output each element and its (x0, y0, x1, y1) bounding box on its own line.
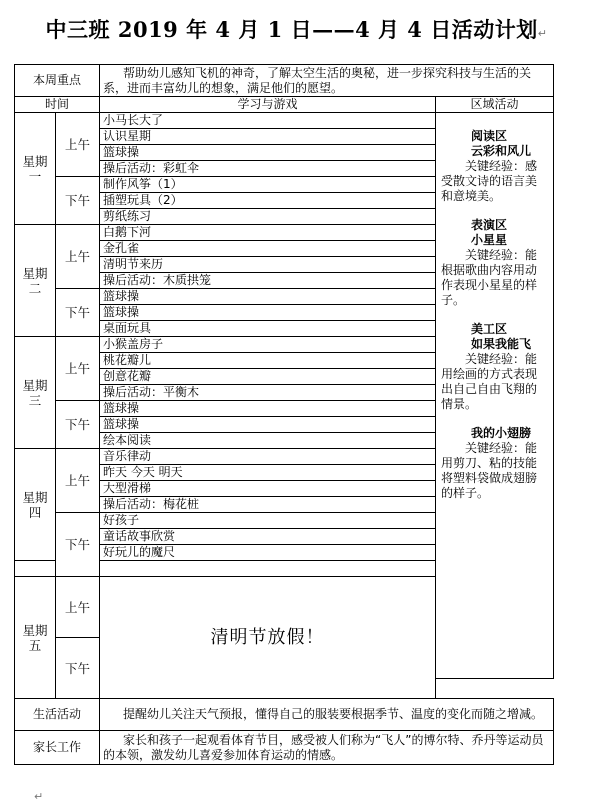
parents-text: 家长和孩子一起观看体育节目，感受被人们称为“飞人”的博尔特、乔丹等运动员的本领，激发幼儿喜爱参加体育运动的情感。 (100, 731, 554, 765)
half-day-label: 上午 (56, 337, 100, 401)
activity-item: 小猴盖房子 (100, 337, 436, 353)
day-label: 星期四 (15, 449, 56, 561)
area-desc: 关键经验：能根据歌曲内容用动作表现小星星的样子。 (441, 248, 538, 307)
area-title: 表演区 (471, 218, 508, 232)
activity-item: 篮球操 (100, 401, 436, 417)
activity-item: 插塑玩具（2） (100, 193, 436, 209)
day-label: 星期三 (15, 337, 56, 449)
parents-row (15, 731, 554, 765)
activity-item: 操后活动：平衡木 (100, 385, 436, 401)
header-area: 区域活动 (436, 97, 554, 113)
half-day-label: 上午 (56, 449, 100, 513)
activity-item: 好孩子 (100, 513, 436, 529)
focus-row (15, 65, 554, 97)
page-title-text: 中三班 2019 年 4 月 1 日——4 月 4 日活动计划 (45, 17, 538, 42)
activity-item: 认识星期 (100, 129, 436, 145)
focus-label: 本周重点 (15, 65, 100, 97)
activity-item: 白鹅下河 (100, 225, 436, 241)
activity-plan-table (14, 64, 554, 765)
parents-label: 家长工作 (15, 731, 100, 765)
half-day-label: 上午 (56, 113, 100, 177)
area-title: 阅读区 (471, 129, 508, 143)
table-row (15, 113, 554, 129)
area-desc: 关键经验：能用剪刀、粘的技能将塑料袋做成翅膀的样子。 (441, 441, 538, 500)
life-row (15, 699, 554, 731)
paragraph-mark-icon: ↵ (34, 790, 44, 803)
half-day-label: 下午 (56, 513, 100, 577)
area-name: 云彩和风儿 (471, 144, 532, 158)
area-desc: 关键经验：感受散文诗的语言美和意境美。 (441, 159, 538, 203)
life-text: 提醒幼儿关注天气预报，懂得自己的服装要根据季节、温度的变化而随之增减。 (100, 699, 554, 731)
header-row (15, 97, 554, 113)
area-name: 如果我能飞 (471, 337, 532, 351)
activity-item: 篮球操 (100, 289, 436, 305)
half-day-label: 下午 (56, 638, 100, 699)
activity-item: 清明节来历 (100, 257, 436, 273)
half-day-label: 下午 (56, 401, 100, 449)
activity-item-empty (15, 561, 56, 577)
area-activities (436, 113, 554, 679)
area-title: 美工区 (471, 322, 508, 336)
day-label: 星期二 (15, 225, 56, 337)
activity-item: 制作风筝（1） (100, 177, 436, 193)
activity-item: 操后活动：木质拱笼 (100, 273, 436, 289)
paragraph-mark-icon: ↵ (537, 27, 548, 40)
activity-item: 篮球操 (100, 145, 436, 161)
area-name: 我的小翅膀 (471, 426, 532, 440)
activity-item: 大型滑梯 (100, 481, 436, 497)
activity-item: 绘本阅读 (100, 433, 436, 449)
activity-item: 昨天 今天 明天 (100, 465, 436, 481)
activity-item: 桌面玩具 (100, 321, 436, 337)
holiday-notice: 清明节放假！ (100, 577, 436, 699)
activity-item: 操后活动：彩虹伞 (100, 161, 436, 177)
activity-item: 篮球操 (100, 305, 436, 321)
half-day-label: 下午 (56, 289, 100, 337)
activity-item: 金孔雀 (100, 241, 436, 257)
day-label: 星期五 (15, 577, 56, 699)
focus-text: 帮助幼儿感知飞机的神奇，了解太空生活的奥秘，进一步探究科技与生活的关系，进而丰富幼儿的想象，满足他们的愿望。 (100, 65, 554, 97)
activity-item: 创意花瓣 (100, 369, 436, 385)
area-name: 小星星 (471, 233, 508, 247)
activity-item: 童话故事欣赏 (100, 529, 436, 545)
activity-item: 剪纸练习 (100, 209, 436, 225)
activity-item: 桃花瓣儿 (100, 353, 436, 369)
activity-item: 小马长大了 (100, 113, 436, 129)
activity-item: 音乐律动 (100, 449, 436, 465)
activity-item: 操后活动：梅花桩 (100, 497, 436, 513)
header-study: 学习与游戏 (100, 97, 436, 113)
half-day-label: 下午 (56, 177, 100, 225)
life-label: 生活活动 (15, 699, 100, 731)
half-day-label: 上午 (56, 225, 100, 289)
half-day-label: 上午 (56, 577, 100, 638)
activity-item: 好玩儿的魔尺 (100, 545, 436, 561)
area-desc: 关键经验：能用绘画的方式表现出自己自由飞翔的情景。 (441, 352, 538, 411)
page-title (0, 14, 593, 44)
activity-item: 篮球操 (100, 417, 436, 433)
day-label: 星期一 (15, 113, 56, 225)
header-time: 时间 (15, 97, 100, 113)
